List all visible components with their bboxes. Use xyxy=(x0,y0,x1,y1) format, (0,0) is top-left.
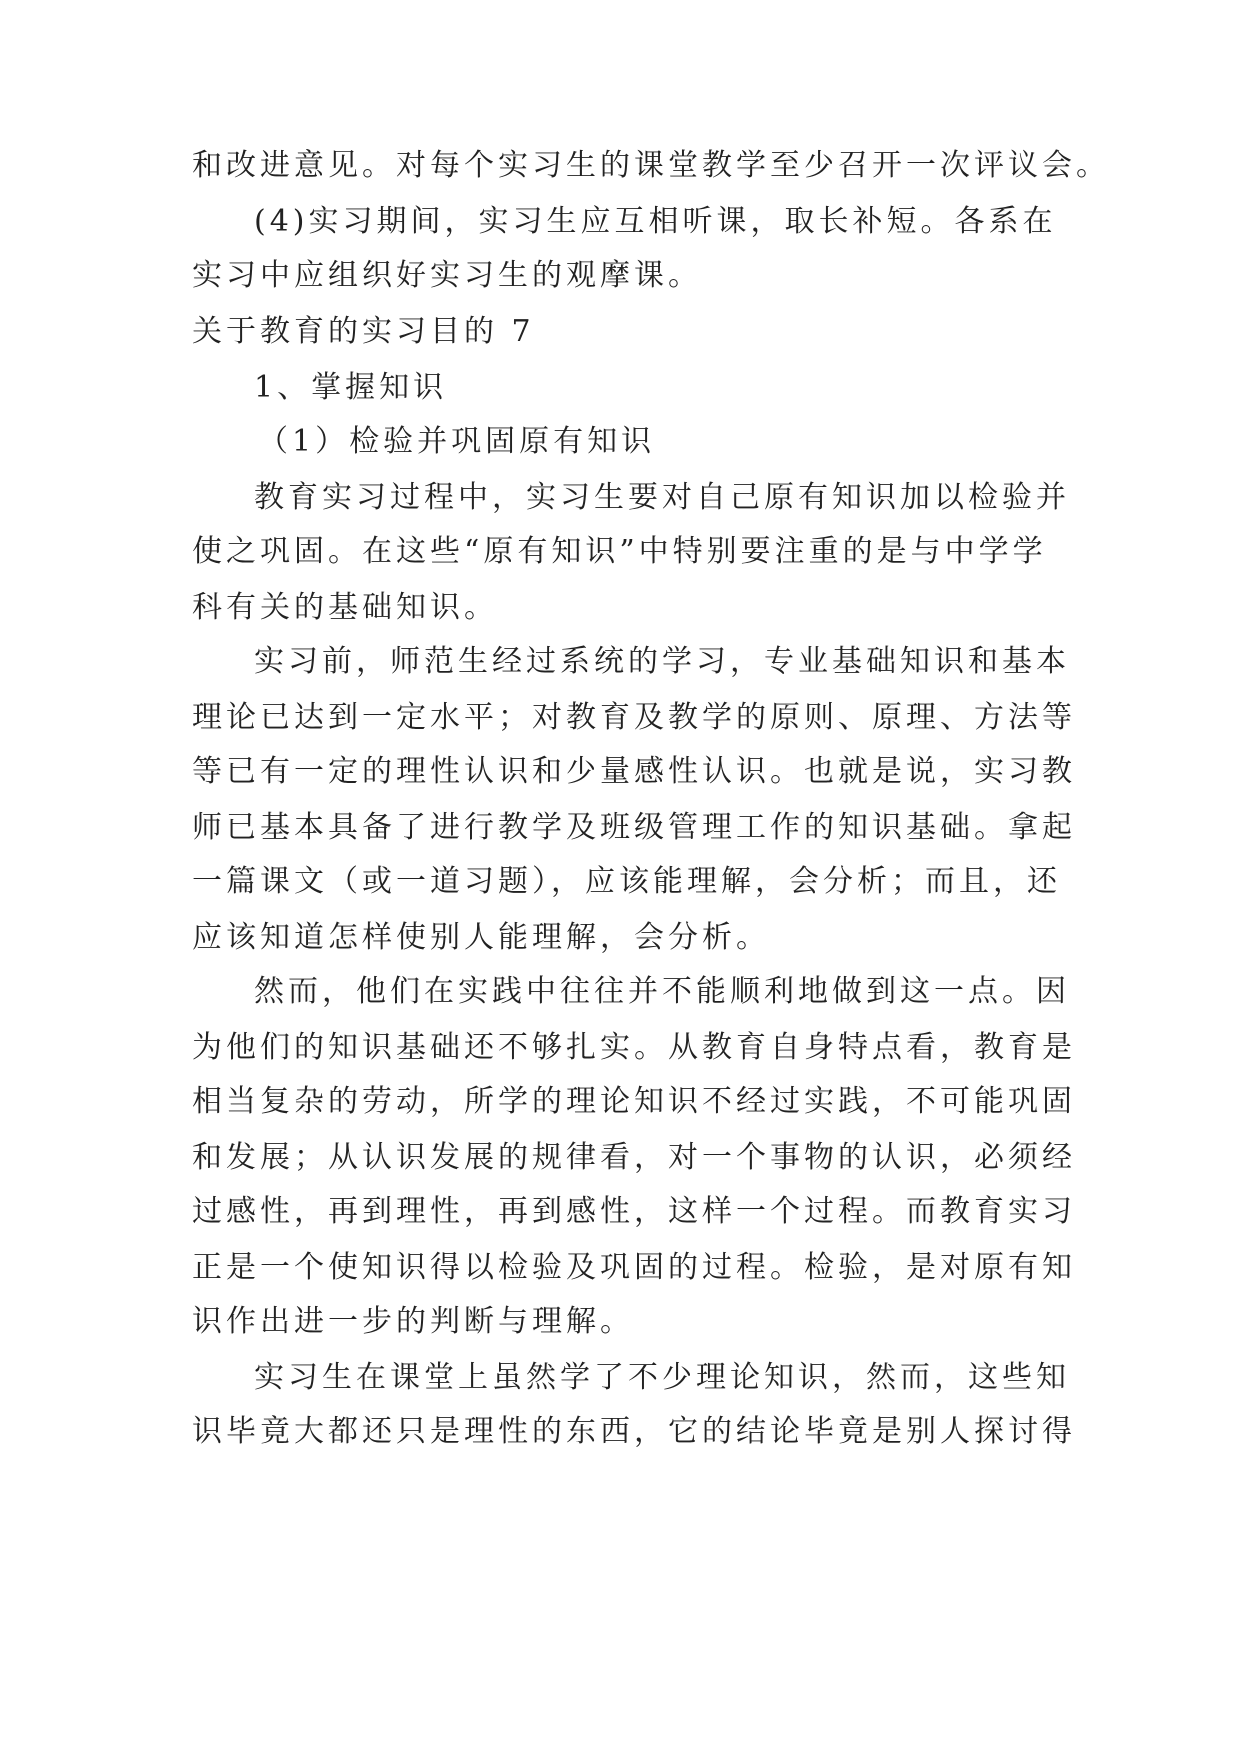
paragraph-line: 使之巩固。在这些“原有知识”中特别要注重的是与中学学 xyxy=(192,534,1047,569)
paragraph-line: 正是一个使知识得以检验及巩固的过程。检验，是对原有知 xyxy=(192,1250,1076,1285)
paragraph-line: 和发展；从认识发展的规律看，对一个事物的认识，必须经 xyxy=(192,1140,1076,1175)
list-item-4: (4)实习期间，实习生应互相听课，取长补短。各系在 xyxy=(254,204,1057,239)
paragraph-line: 识毕竟大都还只是理性的东西，它的结论毕竟是别人探讨得 xyxy=(192,1414,1076,1449)
paragraph-line: 一篇课文（或一道习题），应该能理解，会分析；而且，还 xyxy=(192,864,1061,899)
paragraph-line: 相当复杂的劳动，所学的理论知识不经过实践，不可能巩固 xyxy=(192,1084,1076,1119)
paragraph-line: 识作出进一步的判断与理解。 xyxy=(192,1304,634,1339)
paragraph-line: 科有关的基础知识。 xyxy=(192,590,498,625)
sub-subheading: （1）检验并巩固原有知识 xyxy=(258,424,656,459)
subheading: 1、掌握知识 xyxy=(254,370,448,405)
paragraph-line: 等已有一定的理性认识和少量感性认识。也就是说，实习教 xyxy=(192,754,1076,789)
paragraph-line: 应该知道怎样使别人能理解，会分析。 xyxy=(192,920,770,955)
paragraph-line: 实习前，师范生经过系统的学习，专业基础知识和基本 xyxy=(254,644,1070,679)
paragraph-line: 实习中应组织好实习生的观摩课。 xyxy=(192,258,702,293)
paragraph-line: 实习生在课堂上虽然学了不少理论知识，然而，这些知 xyxy=(254,1360,1070,1395)
paragraph-line: 然而，他们在实践中往往并不能顺利地做到这一点。因 xyxy=(254,974,1070,1009)
paragraph-line: 过感性，再到理性，再到感性，这样一个过程。而教育实习 xyxy=(192,1194,1076,1229)
section-heading: 关于教育的实习目的 7 xyxy=(192,314,535,349)
paragraph-line: 为他们的知识基础还不够扎实。从教育自身特点看，教育是 xyxy=(192,1030,1076,1065)
paragraph-line: 师已基本具备了进行教学及班级管理工作的知识基础。拿起 xyxy=(192,810,1076,845)
paragraph-line: 理论已达到一定水平；对教育及教学的原则、原理、方法等 xyxy=(192,700,1076,735)
paragraph-line: 教育实习过程中，实习生要对自己原有知识加以检验并 xyxy=(254,480,1070,515)
paragraph-line: 和改进意见。对每个实习生的课堂教学至少召开一次评议会。 xyxy=(192,148,1110,183)
